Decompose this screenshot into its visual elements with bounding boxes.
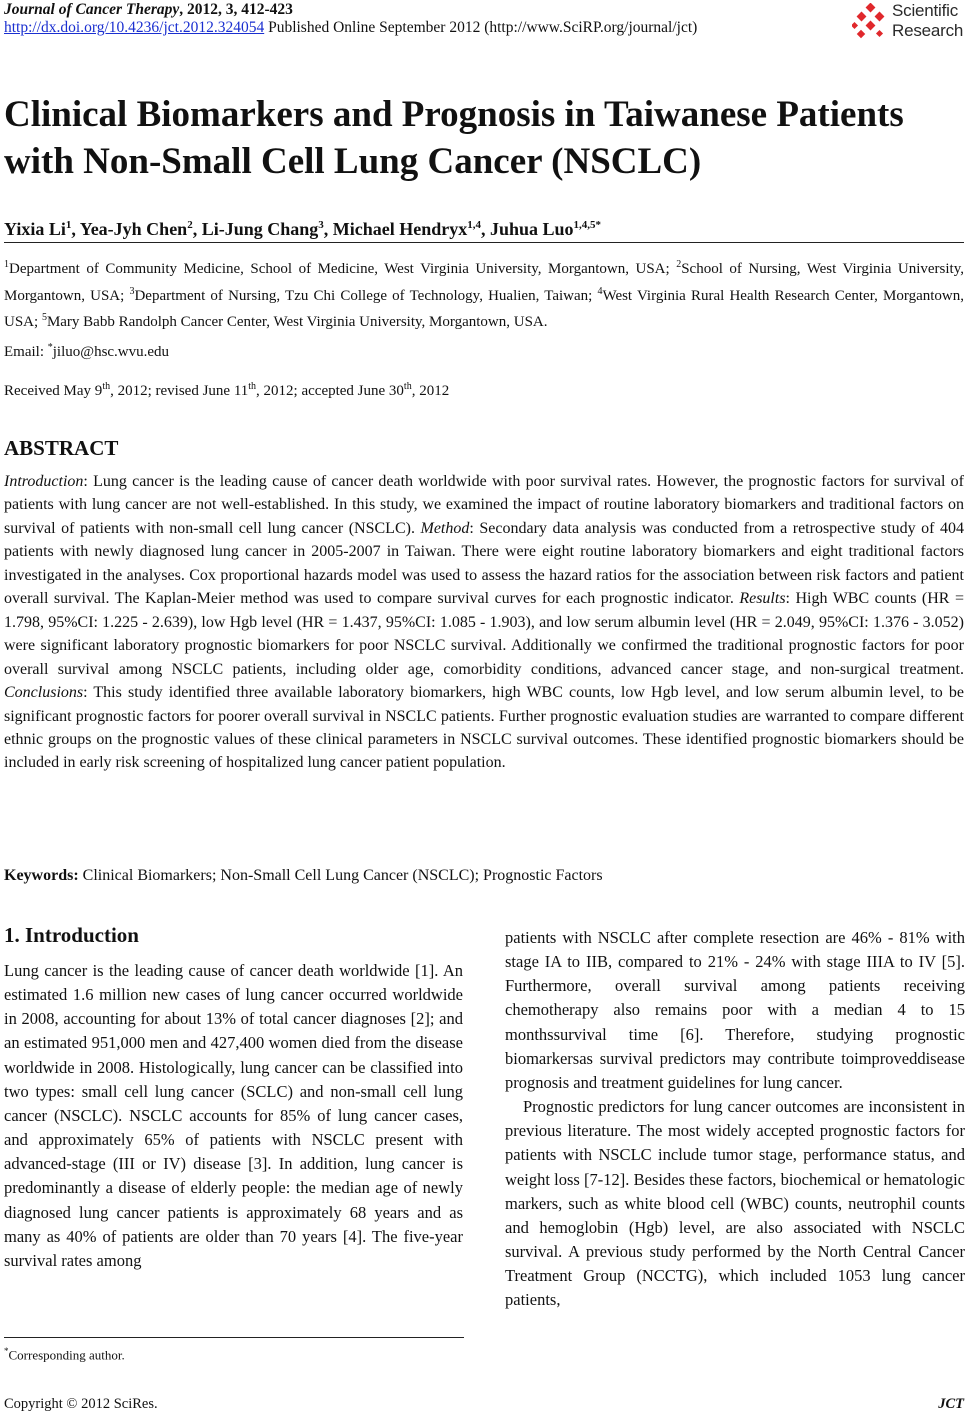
author-list [4, 213, 601, 241]
received-dates: Received May 9th, 2012; revised June 11th, 2012; accepted June 30th, 2012 [4, 381, 450, 399]
affiliation: $^5$Mary Babb Randolph Cancer Center, West Virginia University, Morgantown, USA. [41, 312, 548, 331]
affiliation: $^1$Department of Community Medicine, School of Medicine, West Virginia University, Morgantown, USA; [4, 259, 677, 277]
section-heading-introduction: 1. Introduction [4, 923, 139, 947]
affiliation: $^4$West Virginia Rural Health Research Center, Morgantown, USA; [4, 285, 964, 331]
affiliations [4, 254, 964, 334]
logo-mark-icon [852, 3, 890, 41]
journal-abbreviation: JCT [938, 1396, 964, 1412]
abstract-conclusions-label: Conclusions [4, 684, 84, 702]
author: Michael Hendryx$^{1,4}$, [332, 219, 490, 239]
corresponding-email: Email: *jiluo@hsc.wvu.edu [4, 342, 170, 360]
keywords-label: Keywords: [4, 867, 79, 884]
doi-line [4, 19, 697, 37]
journal-name: Journal of Cancer Therapy [4, 1, 180, 18]
affiliation: $^3$Department of Nursing, Tzu Chi College of Technology, Hualien, Taiwan; [129, 285, 598, 304]
scientific-research-logo [852, 2, 966, 42]
intro-paragraph: Prognostic predictors for lung cancer outcomes are inconsistent in previous literature. The most widely accepted prognostic factors for patients with NSCLC include tumor stage, performance status, and weight loss [7-12]. Besides these factors, biochemical or hematologic markers, such as white blood cell (WBC) counts, neutrophil counts and hemoglobin (Hgb) level, are also associated with NSCLC survival. A previous study performed by the North Central Cancer Treatment Group (NCCTG), which included 1053 lung cancer patients, [505, 1097, 965, 1310]
author: Juhua Luo$^{1,4,5*}$ [489, 219, 602, 239]
author: Li-Jung Chang$^3$, [201, 219, 333, 239]
abstract-method-label: Method [420, 519, 470, 537]
email-address[interactable]: jiluo@hsc.wvu.edu [52, 344, 170, 360]
journal-volume-pages: , 2012, 3, 412-423 [179, 1, 293, 18]
abstract-results-label: Results [739, 590, 786, 608]
footnote: *Corresponding author. [4, 1346, 125, 1363]
footnote-divider [4, 1337, 464, 1338]
keywords-text: Clinical Biomarkers; Non-Small Cell Lung Cancer (NSCLC); Prognostic Factors [78, 867, 603, 884]
doi-link[interactable]: http://dx.doi.org/10.4236/jct.2012.324054 [4, 19, 265, 36]
author: Yea-Jyh Chen$^2$, [79, 219, 202, 239]
abstract-heading: ABSTRACT [4, 436, 119, 460]
published-online-text: Published Online September 2012 (http://www.SciRP.org/journal/jct) [264, 19, 698, 36]
intro-paragraph: patients with NSCLC after complete resection are 46% - 81% with stage IA to IIB, compared to 21% - 24% with stage IIIA to IV [5]. Furthermore, overall survival among patients receiving chemotherapy also remains poor with a median 4 to 15 monthssurvival time [6]. Therefore, studying prognostic biomarkersas survival predictors may contribute toimproveddisease prognosis and treatment guidelines for lung cancer. [505, 928, 965, 1092]
abstract-body: Introduction: Lung cancer is the leading cause of cancer death worldwide with poor survival rates. However, the prognostic factors for survival of patients with lung cancer are not well-established. In this study, we examined the impact of routine laboratory biomarkers and traditional factors on survival of patients with non-small cell lung cancer (NSCLC). Method: Secondary data analysis was conducted from a retrospective study of 404 patients with newly diagnosed lung cancer in 2005-2007 in Taiwan. There were eight routine laboratory biomarkers and eight traditional factors investigated in the analyses. Cox proportional hazards model was used to assess the hazard ratios for the association between risk factors and patient overall survival. The Kaplan-Meier method was used to compare survival curves for each prognostic indicator. Results: High WBC counts (HR = 1.798, 95%CI: 1.225 - 2.639), low Hgb level (HR = 1.437, 95%CI: 1.085 - 1.903), and low serum albumin level (HR = 2.049, 95%CI: 1.376 - 3.052) were significant laboratory prognostic biomarkers for poor NSCLC survival. Additionally we confirmed the traditional prognostic factors for poor overall survival among NSCLC patients, including older age, comorbidity conditions, advanced cancer stage, and non-surgical treatment. Conclusions: This study identified three available laboratory biomarkers, high WBC counts, low Hgb level, and low serum albumin level, to be significant prognostic factors for poorer overall survival in NSCLC patients. Further prognostic evaluation studies are warranted to compare different ethnic groups on the prognostic values of these clinical parameters in NSCLC survival outcomes. These identified prognostic biomarkers should be included in early risk screening of hospitalized lung cancer patient population. [4, 473, 965, 772]
affiliation: $^2$School of Nursing, West Virginia University, Morgantown, USA; [4, 259, 964, 304]
logo-line-1: Scientific [892, 1, 959, 20]
journal-citation [4, 1, 293, 19]
logo-line-2: Research [892, 21, 964, 40]
author: Yixia Li$^1$, [4, 219, 80, 239]
abstract-intro-label: Introduction [4, 473, 84, 490]
copyright: Copyright © 2012 SciRes. [4, 1396, 158, 1412]
intro-left-column: Lung cancer is the leading cause of cancer death worldwide [1]. An estimated 1.6 million new cases of lung cancer occurred worldwide in 2008, accounting for about 13% of total cancer diagnoses [2]; and an estimated 951,000 men and 427,400 women died from the disease worldwide in 2008. Histologically, lung cancer can be classified into two types: small cell lung cancer (SCLC) and non-small cell lung cancer (NSCLC). NSCLC accounts for 85% of lung cancer cases, and approximately 65% of patients with NSCLC present with advanced-stage (III or IV) disease [3]. In addition, lung cancer is predominantly a disease of elderly people: the median age of newly diagnosed lung cancer patients is approximately 68 years and as many as 40% of patients are older than 70 years [4]. The five-year survival rates among [4, 961, 463, 1270]
keywords [4, 865, 603, 887]
author-divider [4, 242, 964, 243]
paper-title: Clinical Biomarkers and Prognosis in Taiwanese Patients with Non-Small Cell Lung Cancer (NSCLC) [4, 94, 904, 182]
intro-right-column [505, 926, 965, 1313]
